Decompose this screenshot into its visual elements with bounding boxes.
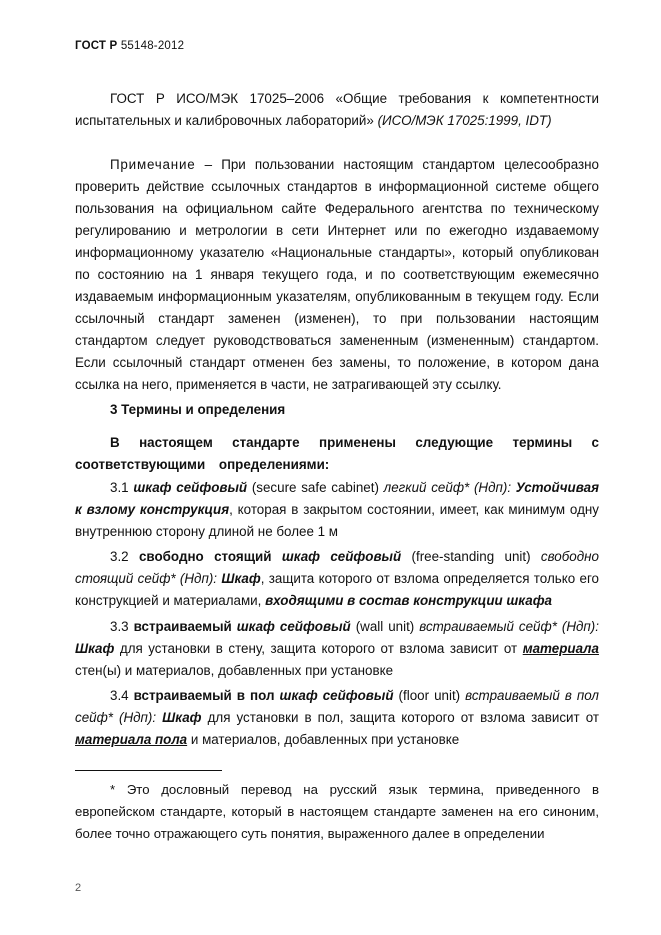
term-number: 3.4 (110, 688, 129, 703)
term-qualifier: встраиваемый в пол (133, 688, 275, 703)
term-definition-emphasis: Шкаф (221, 571, 261, 586)
term-definition: , защита которого от взлома определяется только его конструкцией и материалами, (75, 571, 599, 608)
term-qualifier: свободно стоящий (138, 549, 272, 564)
term-number: 3.1 (110, 480, 129, 495)
term-number: 3.3 (110, 619, 129, 634)
note-text: – При пользовании настоящим стандартом целесообразно проверить действие ссылочных стандартов в информационной системе общего пользования на официальном сайте Федерального агентства по техническому регулированию и метрологии в сети Интернет или по ежегодно издаваемому информационному указателю «Национальные стандарты», который опубликован по состоянию на 1 января текущего года, и по соответствующим ежемесячно издаваемым информационным указателям, опубликованным в текущем году. Если ссылочный стандарт заменен (изменен), то при пользовании настоящим стандартом следует руководствоваться замененным (измененным) стандартом. Если ссылочный стандарт отменен без замены, то положение, в котором дана ссылка на него, применяется в части, не затрагивающей эту ссылку. (75, 157, 599, 392)
term-english: (secure safe cabinet) (251, 480, 379, 495)
term-qualifier: встраиваемый (133, 619, 232, 634)
page-number: 2 (75, 882, 82, 894)
term-synonym: встраиваемый в пол сейф* (Ндп): (75, 688, 599, 725)
term-english: (wall unit) (355, 619, 415, 634)
reference-text: ГОСТ Р ИСО/МЭК 17025–2006 «Общие требования к компетентности испытательных и калибровочных лабораторий» (75, 91, 599, 128)
term-name: шкаф сейфовый (133, 480, 248, 495)
term-definition-underlined: материала (522, 641, 599, 656)
normative-reference (75, 88, 599, 132)
term-definition: для установки в пол, защита которого от взлома зависит от (207, 710, 599, 725)
footnote: * Это дословный перевод на русский язык термина, приведенного в европейском стандарте, который в настоящем стандарте заменен на его синоним, более точно отражающего суть понятия, выраженного далее в определении (75, 782, 599, 841)
term-synonym: легкий сейф* (Ндп): (383, 480, 512, 495)
term-number: 3.2 (110, 549, 129, 564)
term-3-1 (75, 477, 599, 543)
reference-equivalence: (ИСО/МЭК 17025:1999, IDT) (377, 113, 552, 128)
term-definition-emphasis-2: входящими в состав конструкции шкафа (265, 593, 552, 608)
section-title: 3 Термины и определения (110, 402, 286, 417)
page-header (75, 40, 184, 52)
section-intro: В настоящем стандарте применены следующие термины с соответствующими определениями: (75, 435, 599, 472)
term-definition-emphasis: Шкаф (75, 641, 115, 656)
term-definition: для установки в стену, защита которого от взлома зависит от (119, 641, 518, 656)
term-definition-underlined: материала пола (75, 732, 188, 747)
term-definition-emphasis: Шкаф (162, 710, 202, 725)
term-english: (free-standing unit) (411, 549, 531, 564)
term-definition: , которая в закрытом состоянии, имеет, как минимум одну внутреннюю сторону длиной не более 1 м (75, 502, 599, 539)
term-definition-end: стен(ы) и материалов, добавленных при установке (75, 663, 394, 678)
term-english: (floor unit) (398, 688, 461, 703)
note-label: Примечание (110, 157, 196, 172)
note-paragraph (75, 154, 599, 396)
footnote-separator (75, 770, 222, 771)
term-synonym: свободно стоящий сейф* (Ндп): (75, 549, 599, 586)
term-name: шкаф сейфовый (236, 619, 351, 634)
header-standard-code: ГОСТ Р (75, 40, 118, 52)
term-synonym: встраиваемый сейф* (Ндп): (419, 619, 599, 634)
term-3-2 (75, 546, 599, 612)
term-3-4 (75, 685, 599, 751)
term-definition-emphasis: Устойчивая к взлому конструкция (75, 480, 599, 517)
header-standard-number: 55148-2012 (120, 40, 185, 52)
term-3-3 (75, 616, 599, 682)
term-name: шкаф сейфовый (281, 549, 402, 564)
term-name: шкаф сейфовый (279, 688, 394, 703)
term-definition-end: и материалов, добавленных при установке (190, 732, 460, 747)
